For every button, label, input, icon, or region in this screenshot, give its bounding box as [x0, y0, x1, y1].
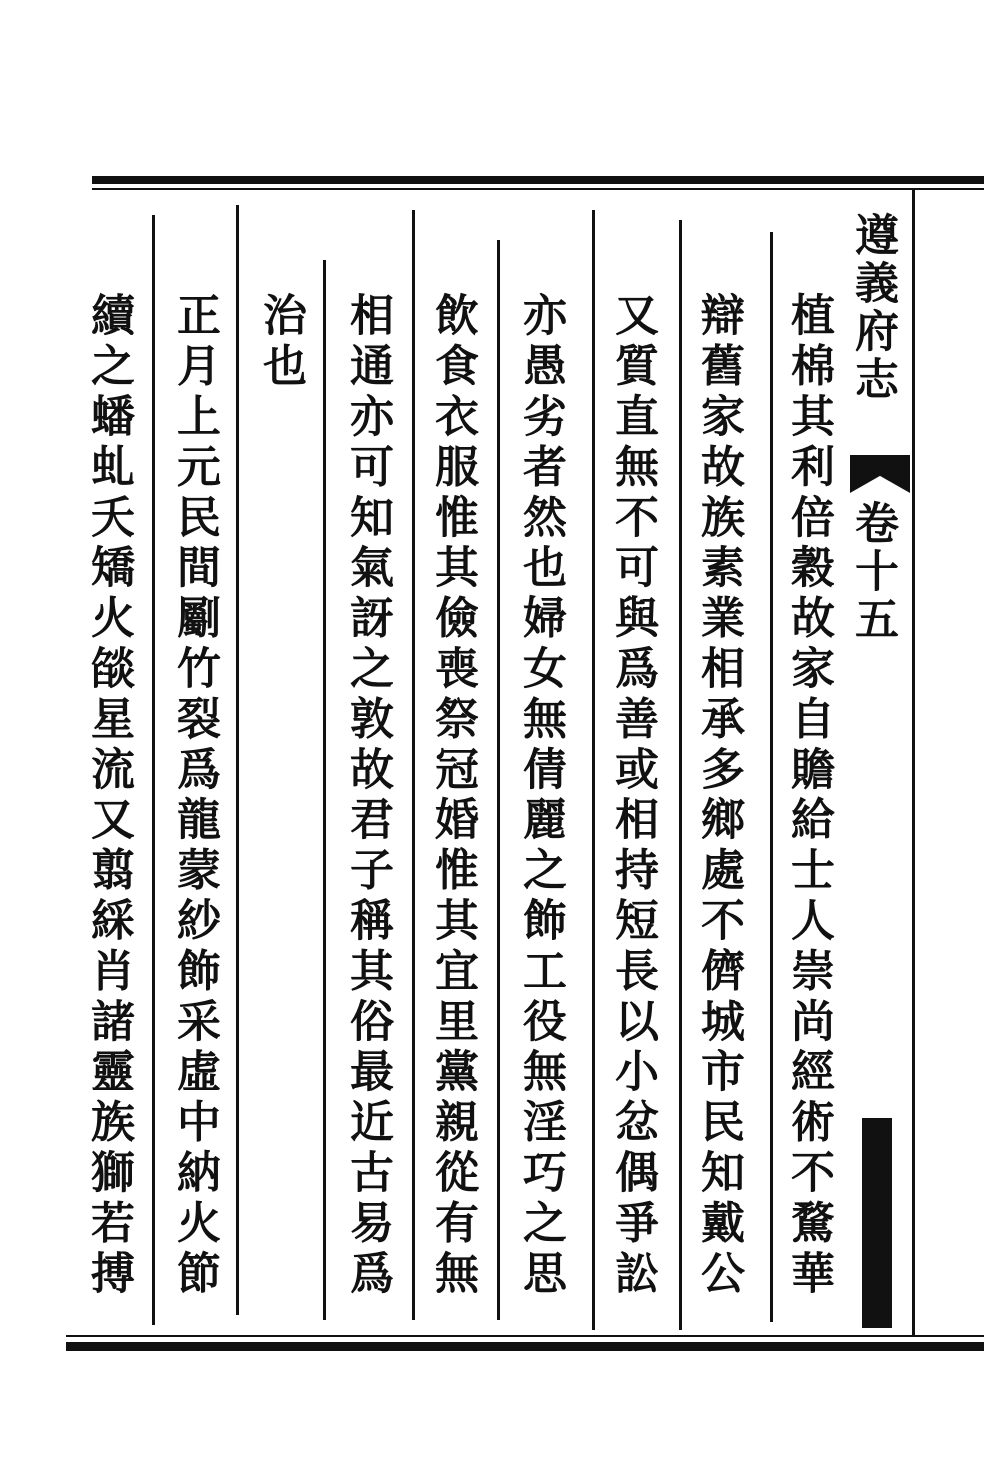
margin-border-line	[912, 190, 915, 1336]
top-border-thick	[92, 176, 984, 184]
column-separator	[412, 210, 415, 1320]
margin-book-title: 遵義府志	[847, 212, 898, 404]
column-separator	[323, 260, 326, 1320]
text-column-6: 相通亦可知氣訝之敦故君子稱其俗最近古易爲	[342, 292, 393, 1300]
bottom-border-thin	[66, 1335, 984, 1337]
text-column-1: 植棉其利倍穀故家自贍給士人崇尚經術不騖華	[783, 292, 834, 1300]
column-separator	[679, 220, 682, 1330]
margin-juan-number: 卷十五	[847, 500, 898, 644]
column-separator	[236, 205, 239, 1315]
top-border-thin	[92, 188, 984, 190]
margin-fishtail-mark	[850, 455, 910, 493]
margin-black-block	[862, 1118, 892, 1328]
column-separator	[592, 210, 595, 1330]
text-column-7: 治也	[255, 292, 306, 393]
column-separator	[497, 240, 500, 1320]
text-column-3: 又質直無不可與爲善或相持短長以小忿偶爭訟	[607, 292, 658, 1300]
bottom-border-thick	[66, 1342, 984, 1351]
column-separator	[770, 232, 773, 1322]
text-column-4: 亦愚劣者然也婦女無倩麗之飾工役無淫巧之思	[515, 292, 566, 1300]
text-column-8: 正月上元民間劚竹裂爲龍蒙紗飾采虛中納火節	[169, 292, 220, 1300]
column-separator	[152, 215, 155, 1325]
text-column-5: 飲食衣服惟其儉喪祭冠婚惟其宜里黨親從有無	[427, 292, 478, 1300]
text-column-9: 續之蟠虬夭矯火燄星流又翦綵肖諸靈族獅若搏	[83, 292, 134, 1300]
text-column-2: 辯舊家故族素業相承多鄉處不儕城市民知戴公	[693, 292, 744, 1300]
